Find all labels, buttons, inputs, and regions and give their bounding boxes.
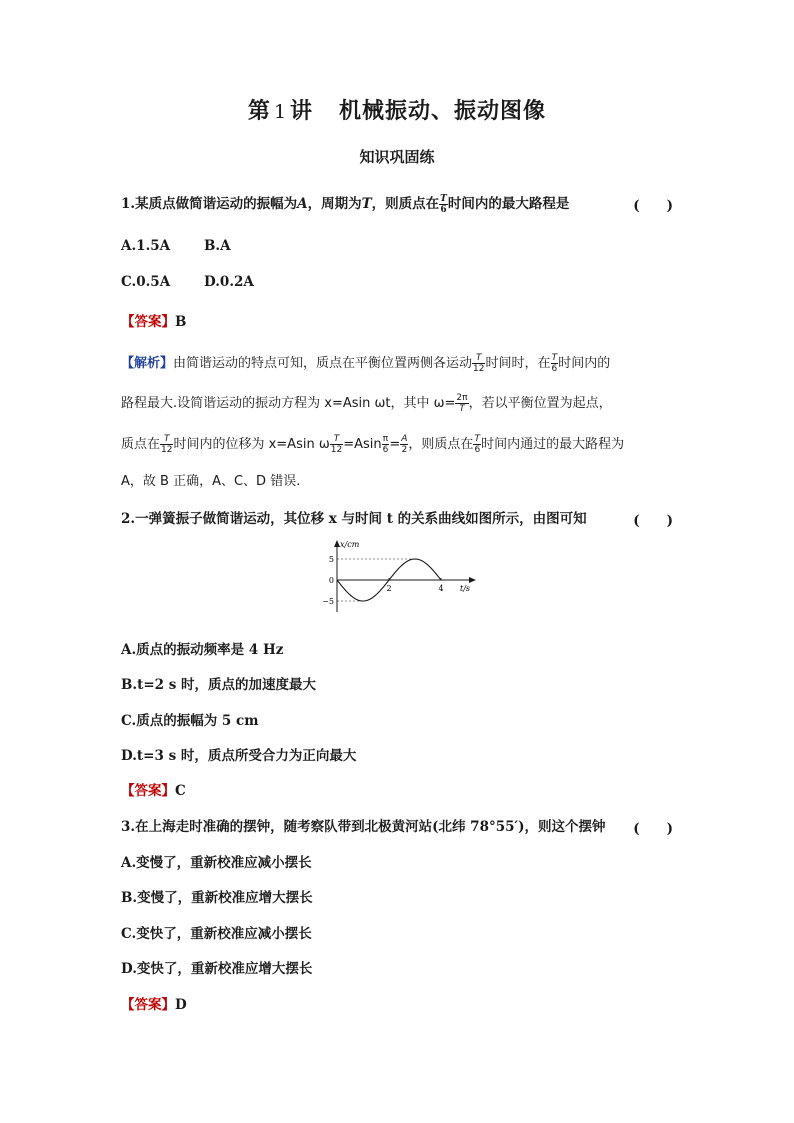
q3-option-a: A.变慢了，重新校准应减小摆长 bbox=[121, 855, 312, 871]
q1-option-a: A.1.5A bbox=[121, 238, 171, 254]
y-tick-label: −5 bbox=[322, 597, 334, 606]
q1-option-d: D.0.2A bbox=[204, 274, 254, 290]
x-tick-label: 2 bbox=[386, 584, 392, 593]
q1-explanation-line2: 路程最大.设简谐运动的振动方程为 x=Asin ωt，其中 ω= $\frac{2\pi}{T}$ ，若以平衡位置为起点， bbox=[121, 393, 612, 414]
displacement-time-chart bbox=[316, 538, 486, 618]
q1-stem: 1.某质点做简谐运动的振幅为A，周期为T，则质点在 $\frac{T}{6}$ 时间内的最大路程是 bbox=[121, 194, 570, 215]
section-subtitle: 知识巩固练 bbox=[359, 148, 435, 166]
q2-answer-blank: ( ) bbox=[633, 513, 673, 529]
x-tick-label: 4 bbox=[438, 584, 444, 593]
q1-explanation-line4: A，故 B 正确，A、C、D 错误. bbox=[121, 474, 301, 489]
q3-stem: 3.在上海走时准确的摆钟，随考察队带到北极黄河站(北纬 78°55′)，则这个摆钟 bbox=[121, 819, 606, 835]
q1-explanation-line1: 【解析】由简谐运动的特点可知，质点在平衡位置两侧各运动 $\frac{T}{12}$ 时间时，在 $\frac{T}{6}$ 时间内的 bbox=[121, 353, 611, 374]
y-tick-label: 5 bbox=[328, 555, 334, 564]
x-axis-label: t/s bbox=[460, 584, 471, 593]
q2-stem: 2.一弹簧振子做简谐运动，其位移 x 与时间 t 的关系曲线如图所示，由图可知 bbox=[121, 511, 587, 527]
y-axis-label: x/cm bbox=[340, 540, 360, 549]
q2-option-a: A.质点的振动频率是 4 Hz bbox=[121, 642, 284, 658]
y-tick-label: 0 bbox=[328, 576, 334, 585]
q3-option-d: D.变快了，重新校准应增大摆长 bbox=[121, 961, 313, 977]
q1-explanation-line3: 质点在 $\frac{T}{12}$ 时间内的位移为 x=Asin ω $\frac{T}{12}$ =Asin $\frac{\pi}{6}$ = $\frac{A}{2}$ ，则质点在 $\frac{T}{6}$ 时间内通过的最大路程为 bbox=[121, 434, 625, 455]
q2-option-d: D.t=3 s 时，质点所受合力为正向最大 bbox=[121, 748, 357, 764]
page-title: 第 1 讲 机械振动、振动图像 bbox=[247, 98, 547, 124]
q1-answer: 【答案】B bbox=[121, 314, 187, 330]
q2-option-c: C.质点的振幅为 5 cm bbox=[121, 713, 259, 729]
q2-option-b: B.t=2 s 时，质点的加速度最大 bbox=[121, 677, 317, 693]
q3-answer-blank: ( ) bbox=[633, 821, 673, 837]
q3-answer: 【答案】D bbox=[121, 997, 187, 1013]
q1-answer-blank: ( ) bbox=[633, 198, 673, 214]
x-axis-arrow bbox=[469, 577, 476, 583]
q1-fraction: $\frac{T}{6}$ bbox=[440, 194, 447, 215]
q3-option-b: B.变慢了，重新校准应增大摆长 bbox=[121, 890, 313, 906]
q3-option-c: C.变快了，重新校准应减小摆长 bbox=[121, 926, 312, 942]
q1-option-b: B.A bbox=[204, 238, 231, 254]
q2-answer: 【答案】C bbox=[121, 783, 186, 799]
q1-option-c: C.0.5A bbox=[121, 274, 171, 290]
